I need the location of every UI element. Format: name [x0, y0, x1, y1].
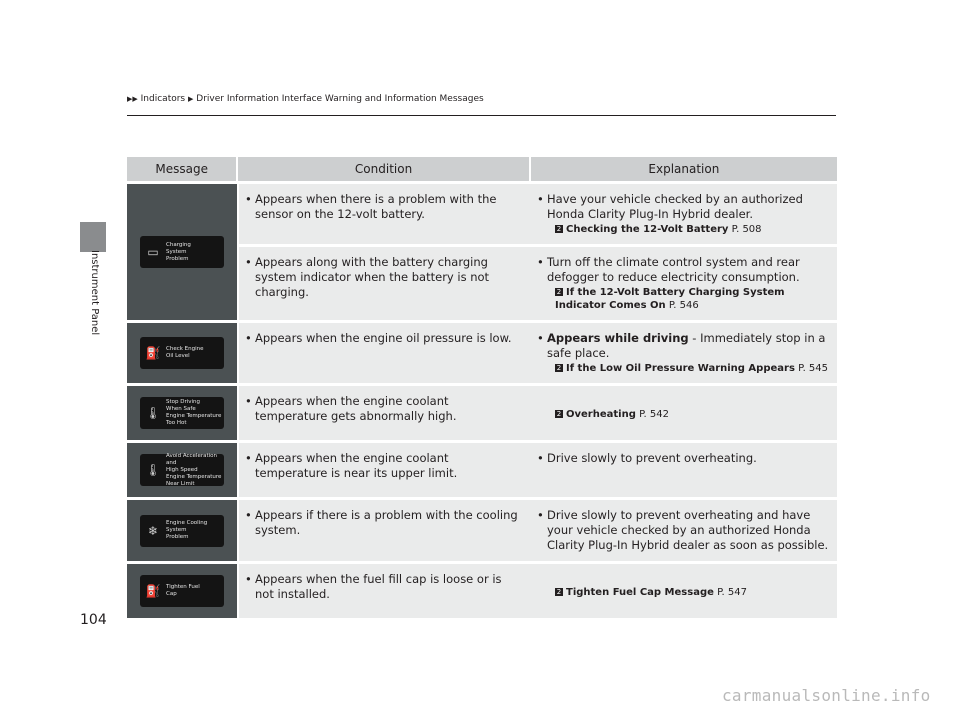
explanation-cell	[531, 564, 837, 618]
message-screen	[140, 454, 224, 486]
message-screen	[140, 236, 224, 268]
reference-page[interactable]: P. 545	[798, 363, 829, 374]
condition-text: Appears when the engine oil pressure is low.	[255, 331, 512, 345]
explanation-cell	[531, 500, 837, 561]
reference-icon: 2	[556, 588, 562, 596]
message-cell	[127, 564, 237, 618]
message-cell	[127, 386, 237, 440]
condition-cell	[239, 443, 529, 497]
message-screen	[140, 515, 224, 547]
sub-row	[239, 564, 837, 618]
oil-can-icon: ⛽	[145, 346, 161, 360]
explanation-text: Turn off the climate control system and rear defogger to reduce electricity consumption.	[547, 255, 800, 284]
watermark: carmanualsonline.info	[722, 686, 931, 705]
page-number: 104	[80, 612, 107, 628]
breadcrumb-part1[interactable]: Indicators	[140, 94, 186, 104]
header-explanation: Explanation	[529, 157, 837, 181]
condition-cell	[239, 323, 529, 383]
reference-page[interactable]: P. 546	[668, 300, 699, 311]
screen-text: Stop Driving When Safe Engine Temperature Too Hot	[166, 399, 222, 426]
sub-row	[239, 500, 837, 561]
sub-row	[239, 247, 837, 320]
message-cell	[127, 184, 237, 320]
header-message: Message	[155, 162, 208, 176]
bullet-icon: •	[537, 451, 544, 465]
page-reference[interactable]	[537, 286, 831, 312]
condition-text: Appears when the engine coolant temperature gets abnormally high.	[255, 394, 457, 423]
thermometer-icon: 🌡	[145, 406, 161, 420]
reference-icon: 2	[556, 288, 562, 296]
message-screen	[140, 397, 224, 429]
sub-row	[239, 386, 837, 440]
screen-text: Check Engine Oil Level	[166, 346, 204, 359]
page-reference[interactable]	[537, 223, 831, 236]
reference-page[interactable]: P. 547	[717, 587, 747, 598]
explanation-text: - Immediately stop in a safe place.	[547, 331, 826, 360]
sub-row	[239, 323, 837, 383]
breadcrumb-part2[interactable]: Driver Information Interface Warning and Information Messages	[196, 94, 484, 104]
page-reference[interactable]	[537, 586, 831, 599]
message-cell	[127, 323, 237, 383]
message-screen	[140, 575, 224, 607]
reference-title[interactable]: Checking the 12-Volt Battery	[566, 224, 729, 235]
bullet-icon: •	[245, 508, 252, 522]
cooling-system-icon: ❄	[147, 523, 159, 538]
explanation-cell	[531, 443, 837, 497]
bullet-icon: •	[537, 255, 544, 269]
bullet-icon: •	[245, 192, 252, 206]
fuel-cap-icon: ⛽	[145, 584, 161, 598]
condition-cell	[239, 184, 529, 244]
message-screen	[140, 337, 224, 369]
bullet-icon: •	[245, 394, 252, 408]
message-cell	[127, 500, 237, 561]
reference-title[interactable]: If the Low Oil Pressure Warning Appears	[566, 363, 795, 374]
bullet-icon: •	[245, 331, 252, 345]
bullet-icon: •	[537, 192, 544, 206]
condition-text: Appears when the fuel fill cap is loose or is not installed.	[255, 572, 502, 601]
bullet-icon: •	[245, 255, 252, 269]
explanation-bold: Appears while driving	[547, 331, 689, 345]
table-body	[127, 184, 837, 618]
table-row	[127, 443, 837, 497]
table-row	[127, 386, 837, 440]
page-reference[interactable]	[537, 408, 831, 421]
sub-row	[239, 184, 837, 244]
condition-cell	[239, 247, 529, 320]
explanation-cell	[531, 323, 837, 383]
reference-page[interactable]: P. 542	[639, 409, 669, 420]
header-rule	[127, 115, 836, 116]
table-row	[127, 500, 837, 561]
page-reference[interactable]	[537, 362, 831, 375]
condition-cell	[239, 386, 529, 440]
screen-text: Avoid Acceleration and High Speed Engine Temperature Near Limit	[166, 452, 222, 487]
battery-icon: ▭	[147, 245, 159, 259]
condition-cell	[239, 564, 529, 618]
section-tab	[80, 222, 106, 252]
explanation-text: Drive slowly to prevent overheating and have your vehicle checked by an authorized Honda Clarity Plug-In Hybrid dealer as soon as possible.	[547, 508, 829, 552]
reference-title[interactable]: Tighten Fuel Cap Message	[566, 587, 714, 598]
bullet-icon: •	[245, 572, 252, 586]
explanation-text: Drive slowly to prevent overheating.	[547, 451, 757, 465]
thermometer-icon: 🌡	[145, 463, 161, 477]
bullet-icon: •	[537, 331, 544, 345]
reference-title[interactable]: If the 12-Volt Battery Charging System Indicator Comes On	[555, 287, 785, 311]
sub-row	[239, 443, 837, 497]
message-cell	[127, 443, 237, 497]
breadcrumb	[127, 94, 484, 104]
reference-page[interactable]: P. 508	[731, 224, 762, 235]
header-condition: Condition	[236, 157, 528, 181]
screen-text: Engine Cooling System Problem	[166, 520, 208, 540]
breadcrumb-arrow-icon: ▶▶	[127, 95, 138, 103]
explanation-cell	[531, 386, 837, 440]
bullet-icon: •	[245, 451, 252, 465]
reference-icon: 2	[556, 410, 562, 418]
explanation-cell	[531, 184, 837, 244]
screen-text: Charging System Problem	[166, 241, 191, 262]
reference-icon: 2	[556, 364, 562, 372]
explanation-cell	[531, 247, 837, 320]
condition-cell	[239, 500, 529, 561]
explanation-text: Have your vehicle checked by an authorized Honda Clarity Plug-In Hybrid dealer.	[547, 192, 803, 221]
reference-icon: 2	[556, 225, 562, 233]
bullet-icon: •	[537, 508, 544, 522]
condition-text: Appears when the engine coolant temperature is near its upper limit.	[255, 451, 458, 480]
condition-text: Appears if there is a problem with the cooling system.	[255, 508, 518, 537]
condition-text: Appears along with the battery charging system indicator when the battery is not charging.	[255, 255, 490, 299]
table-header	[127, 157, 837, 181]
side-label: Instrument Panel	[89, 250, 100, 336]
messages-table	[127, 157, 837, 618]
table-row	[127, 564, 837, 618]
reference-title[interactable]: Overheating	[566, 409, 636, 420]
breadcrumb-arrow-icon: ▶	[188, 95, 194, 103]
condition-text: Appears when there is a problem with the sensor on the 12-volt battery.	[255, 192, 497, 221]
table-row	[127, 184, 837, 320]
screen-text: Tighten Fuel Cap	[166, 584, 200, 597]
table-row	[127, 323, 837, 383]
